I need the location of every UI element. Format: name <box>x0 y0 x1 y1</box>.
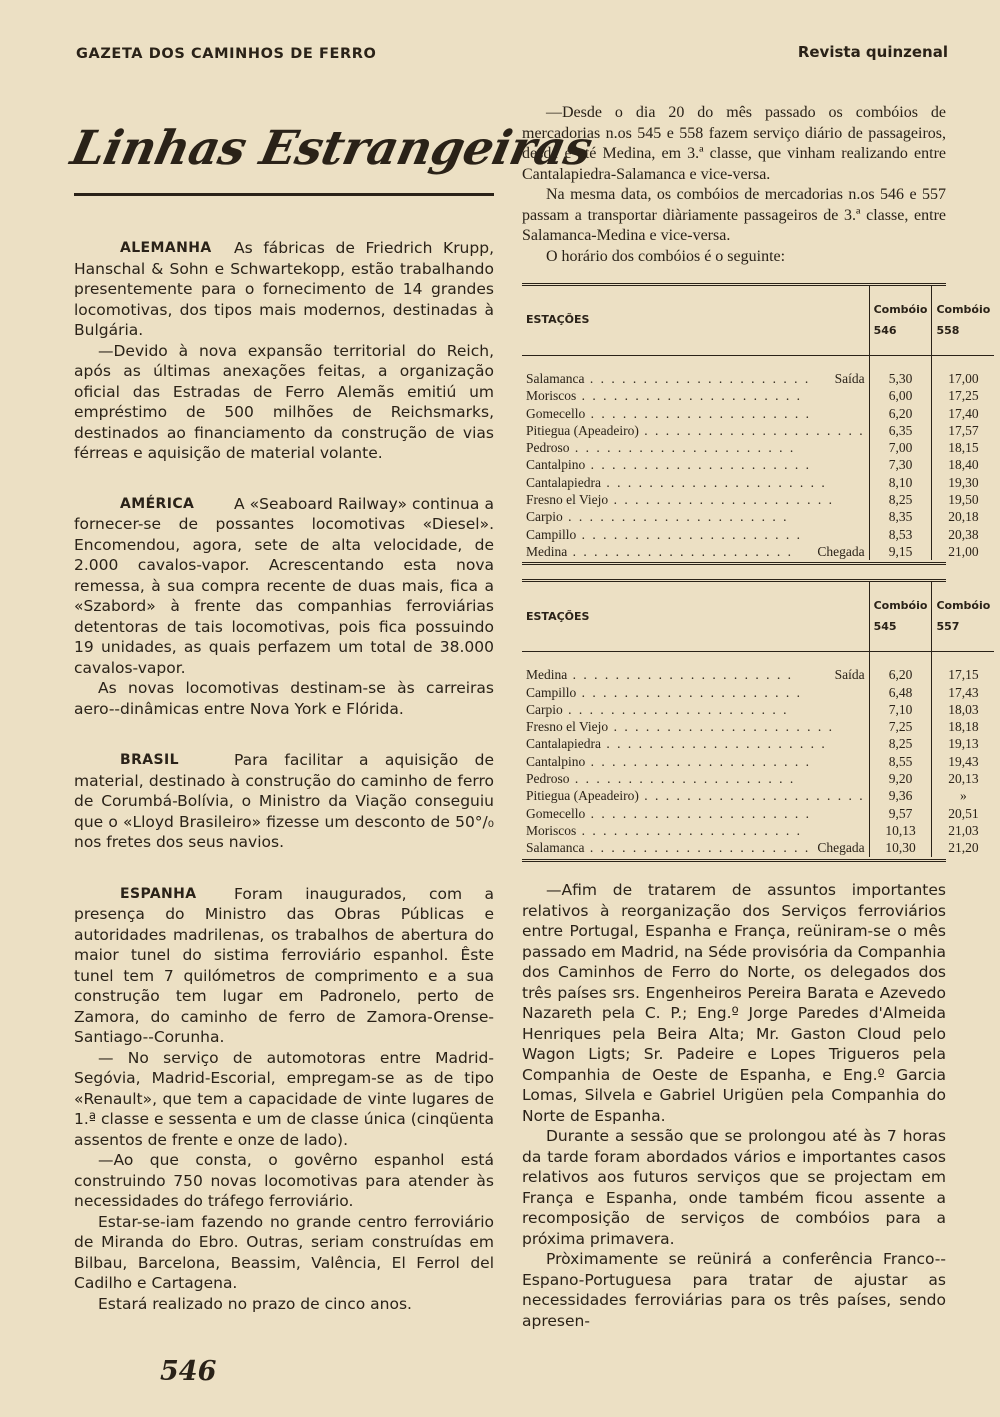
time-cell: 7,30 <box>869 456 932 473</box>
right-column-lower <box>522 880 946 1331</box>
station-cell: Campillo . . . . . . . . . . . . . . . . . . . . . <box>522 526 869 543</box>
time-cell: 6,00 <box>869 387 932 404</box>
table-row <box>522 839 994 856</box>
paragraph <box>74 238 494 341</box>
table-row <box>522 735 994 752</box>
paragraph <box>74 494 494 679</box>
time-cell: 21,20 <box>948 840 979 856</box>
time-cell: » <box>960 788 967 804</box>
station-name: Gomecello <box>526 805 586 821</box>
station-cell: Gomecello . . . . . . . . . . . . . . . . . . . . . <box>522 805 869 822</box>
time-cell: 18,03 <box>948 701 979 717</box>
time-cell: 8,55 <box>869 753 932 770</box>
station-name: Pitiegua (Apeadeiro) <box>526 788 639 804</box>
table-row <box>522 491 994 508</box>
time-cell: 7,25 <box>869 718 932 735</box>
column-header-stations: ESTAÇÕES <box>522 582 869 652</box>
section-heading: AMÉRICA <box>120 495 195 512</box>
time-cell: 19,13 <box>948 736 979 752</box>
table-row <box>522 422 994 439</box>
time-cell: 20,13 <box>948 771 979 787</box>
paragraph <box>74 750 494 853</box>
time-cell: 8,53 <box>869 526 932 543</box>
paragraph <box>74 884 494 1048</box>
station-cell: Cantalpino . . . . . . . . . . . . . . . . . . . . . <box>522 456 869 473</box>
time-cell: 5,30 <box>869 370 932 387</box>
station-name: Gomecello <box>526 405 586 421</box>
time-cell: 17,25 <box>948 388 979 404</box>
station-name: Salamanca <box>526 371 585 386</box>
right-column <box>522 103 991 862</box>
paragraph: Estará realizado no prazo de cinco anos. <box>98 1294 412 1313</box>
table-row <box>522 753 994 770</box>
station-name: Fresno el Viejo <box>526 492 609 508</box>
table-row <box>522 405 994 422</box>
timetable-salamanca-medina <box>522 286 994 560</box>
time-cell: 6,20 <box>869 405 932 422</box>
running-head-title: GAZETA DOS CAMINHOS DE FERRO <box>76 46 377 62</box>
time-cell: 8,25 <box>869 735 932 752</box>
news-section-germany <box>74 238 494 464</box>
timetable-body <box>522 652 994 857</box>
station-cell: Carpio . . . . . . . . . . . . . . . . . . . . . <box>522 701 869 718</box>
station-cell: Salamanca . . . . . . . . . . . . . . . . . . . . . Chegada <box>522 839 869 856</box>
time-cell: 10,13 <box>869 822 932 839</box>
news-section-brazil <box>74 750 494 853</box>
paragraph: Durante a sessão que se prolongou até às 7 horas da tarde foram abordados vários e importantes casos relativos aos futuros serviços que se projectam em França e Espanha, onde também ficou assente a recomposição de serviços de combóios para a próxima primavera. <box>522 1127 946 1248</box>
station-name: Cantalapiedra <box>526 736 601 752</box>
table-row <box>522 805 994 822</box>
station-cell: Campillo . . . . . . . . . . . . . . . . . . . . . <box>522 684 869 701</box>
paragraph: O horário dos combóios é o seguinte: <box>546 247 786 265</box>
time-cell: 8,35 <box>869 508 932 525</box>
station-name: Medina <box>526 667 568 683</box>
paragraph-text: Foram inaugurados, com a presença do Ministro das Obras Públicas e autoridades madrilenas, os trabalhos de abertura do maior tunel do sistima ferroviário espanhol. Êste tunel tem 7 quilómetros de comprimento e a sua construção tem lugar em Padronelo, perto de Zamora, do caminho de ferro de Zamora-Orense-Santiago--Corunha. <box>74 884 494 1046</box>
station-cell: Fresno el Viejo . . . . . . . . . . . . . . . . . . . . . <box>522 491 869 508</box>
station-cell: Gomecello . . . . . . . . . . . . . . . . . . . . . <box>522 405 869 422</box>
time-cell: 6,48 <box>869 684 932 701</box>
station-name: Moriscos <box>526 822 577 838</box>
table-row <box>522 684 994 701</box>
time-cell: 19,50 <box>948 492 979 508</box>
paragraph: — No serviço de automotoras entre Madrid-Segóvia, Madrid-Escorial, empregam-se as de tipo «Renault», que tem a capacidade de vinte lugares de 1.ª classe e sessenta e um de classe única (cinqüenta assentos de frente e onze de lado). <box>74 1048 494 1149</box>
time-cell: 20,18 <box>948 509 979 525</box>
paragraph: —Devido à nova expansão territorial do Reich, após as últimas anexações feitas, a organização oficial das Estradas de Ferro Alemãs emitiú um empréstimo de 500 milhões de Reichsmarks, destinados ao financiamento da construção de vias férreas e aquisição de material volante. <box>74 341 494 462</box>
station-cell: Cantalpino . . . . . . . . . . . . . . . . . . . . . <box>522 753 869 770</box>
station-name: Salamanca <box>526 840 585 856</box>
station-cell: Medina . . . . . . . . . . . . . . . . . . . . . Chegada <box>522 543 869 560</box>
paragraph: As novas locomotivas destinam-se às carreiras aero--dinâmicas entre Nova York e Flórida. <box>74 679 494 718</box>
station-cell: Cantalapiedra . . . . . . . . . . . . . . . . . . . . . <box>522 735 869 752</box>
station-cell: Moriscos . . . . . . . . . . . . . . . . . . . . . <box>522 387 869 404</box>
station-note: Saída <box>834 371 865 386</box>
paragraph: —Ao que consta, o govêrno espanhol está construindo 750 novas locomotivas para atender às necessidades do tráfego ferroviário. <box>74 1151 494 1210</box>
station-name: Fresno el Viejo <box>526 719 609 735</box>
time-cell: 18,40 <box>948 457 979 473</box>
time-cell: 20,38 <box>948 526 979 542</box>
spacer-row <box>522 356 994 371</box>
time-cell: 18,15 <box>948 440 979 456</box>
time-cell: 6,20 <box>869 666 932 683</box>
station-name: Pedroso <box>526 771 570 787</box>
time-cell: 17,43 <box>948 684 979 700</box>
running-head-subtitle: Revista quinzenal <box>797 43 948 61</box>
time-cell: 7,00 <box>869 439 932 456</box>
section-heading: ALEMANHA <box>120 240 212 256</box>
station-cell: Pitiegua (Apeadeiro) . . . . . . . . . . . . . . . . . . . . . <box>522 422 869 439</box>
table-row <box>522 474 994 491</box>
section-heading: ESPANHA <box>120 885 197 902</box>
time-cell: 9,20 <box>869 770 932 787</box>
table-row <box>522 456 994 473</box>
column-header-stations: ESTAÇÕES <box>522 286 869 356</box>
time-cell: 10,30 <box>869 839 932 856</box>
left-column <box>74 238 494 1345</box>
paragraph-text: Para facilitar a aquisição de material, destinado à construção do caminho de ferro de Corumbá-Bolívia, o Ministro da Viação conseguiu que o «Lloyd Brasileiro» fizesse um desconto de 50°/₀ nos fretes dos seus navios. <box>74 751 494 851</box>
time-cell: 17,57 <box>948 422 979 438</box>
time-cell: 20,51 <box>948 805 979 821</box>
station-cell: Carpio . . . . . . . . . . . . . . . . . . . . . <box>522 508 869 525</box>
station-cell: Fresno el Viejo . . . . . . . . . . . . . . . . . . . . . <box>522 718 869 735</box>
title-underline <box>74 193 494 196</box>
table-row <box>522 666 994 683</box>
time-cell: 17,00 <box>948 371 979 386</box>
station-cell: Cantalapiedra . . . . . . . . . . . . . . . . . . . . . <box>522 474 869 491</box>
time-cell: 18,18 <box>948 719 979 735</box>
paragraph: Estar-se-iam fazendo no grande centro ferroviário de Miranda do Ebro. Outras, seriam construídas em Bilbau, Barcelona, Beassim, Valência, El Ferrol del Cadilho e Cartagena. <box>74 1212 494 1292</box>
section-title: Linhas Estrangeiras <box>66 121 597 176</box>
time-cell: 21,03 <box>948 822 979 838</box>
time-cell: 19,43 <box>948 753 979 769</box>
news-section-america <box>74 494 494 720</box>
news-section-spain <box>74 884 494 1315</box>
section-title-block <box>66 96 597 208</box>
station-note: Chegada <box>817 840 865 856</box>
timetable-2-wrap <box>522 579 991 861</box>
table-row <box>522 770 994 787</box>
station-name: Moriscos <box>526 388 577 404</box>
time-cell: 6,35 <box>869 422 932 439</box>
station-cell: Pedroso . . . . . . . . . . . . . . . . . . . . . <box>522 439 869 456</box>
column-header-train-545: Combóio 545 <box>869 582 932 652</box>
station-name: Campillo <box>526 526 577 542</box>
table-row <box>522 787 994 804</box>
station-name: Carpio <box>526 701 563 717</box>
paragraph: Na mesma data, os combóios de mercadorias n.os 546 e 557 passam a transportar diàriamente passageiros de 3.ª classe, entre Salamanca-Medina e vice-versa. <box>522 186 946 244</box>
table-row <box>522 822 994 839</box>
station-name: Cantalpino <box>526 457 586 473</box>
table-row <box>522 508 994 525</box>
page-number: 546 <box>160 1356 217 1387</box>
section-heading: BRASIL <box>120 752 179 768</box>
table-row <box>522 439 994 456</box>
time-cell: 9,15 <box>869 543 932 560</box>
time-cell: 17,40 <box>948 405 979 421</box>
station-name: Cantalapiedra <box>526 474 601 490</box>
station-note: Saída <box>834 667 865 683</box>
table-row <box>522 701 994 718</box>
time-cell: 8,10 <box>869 474 932 491</box>
column-header-train-558: Combóio 558 <box>932 286 994 356</box>
station-cell: Medina . . . . . . . . . . . . . . . . . . . . . Saída <box>522 666 869 683</box>
table-row <box>522 718 994 735</box>
paragraph: —Afim de tratarem de assuntos importantes relativos à reorganização dos Serviços ferroviários entre Portugal, Espanha e França, reüniram-se o mês passado em Madrid, na Séde provisória da Companhia dos Caminhos de Ferro do Norte, os delegados dos três países srs. Engenheiros Pereira Barata e Azevedo Nazareth pela C. P.; Eng.º Jorge Paredes d'Almeida Henriques pela Beira Alta; Mr. Gaston Cloud pelo Wagon Ligts; Sr. Padeire e Lopes Trigueros pela Companhia de Oeste de Espanha, e Eng.º Garcia Lomas, Silvela e Gabriel Urigüen pela Companhia do Norte de Espanha. <box>522 881 946 1125</box>
station-name: Cantalpino <box>526 753 586 769</box>
paragraph: —Desde o dia 20 do mês passado os combóios de mercadorias n.os 545 e 558 fazem serviço diário de passageiros, desde e até Medina, em 3.ª classe, que vinham realizando entre Cantalapiedra-Salamanca e vice-versa. <box>522 104 946 183</box>
column-header-train-557: Combóio 557 <box>932 582 994 652</box>
column-header-train-546: Combóio 546 <box>869 286 932 356</box>
station-cell: Salamanca . . . . . . . . . . . . . . . . . . . . . Saída <box>522 370 869 387</box>
station-cell: Moriscos . . . . . . . . . . . . . . . . . . . . . <box>522 822 869 839</box>
table-row <box>522 370 994 387</box>
station-cell: Pedroso . . . . . . . . . . . . . . . . . . . . . <box>522 770 869 787</box>
time-cell: 9,36 <box>869 787 932 804</box>
table-row <box>522 526 994 543</box>
table-row <box>522 387 994 404</box>
station-note: Chegada <box>817 543 865 559</box>
station-name: Medina <box>526 543 568 559</box>
station-name: Pitiegua (Apeadeiro) <box>526 422 639 438</box>
time-cell: 9,57 <box>869 805 932 822</box>
station-name: Pedroso <box>526 440 570 456</box>
time-cell: 21,00 <box>948 543 979 559</box>
time-cell: 8,25 <box>869 491 932 508</box>
table-row <box>522 543 994 560</box>
spacer-row <box>522 652 994 667</box>
timetable-body <box>522 356 994 561</box>
timetable-1-wrap <box>522 283 991 565</box>
station-cell: Pitiegua (Apeadeiro) . . . . . . . . . . . . . . . . . . . . . <box>522 787 869 804</box>
paragraph-text: As fábricas de Friedrich Krupp, Hanschal & Sohn e Schwartekopp, estão trabalhando presentemente para o fornecimento de 14 grandes locomotivas, dos tipos mais modernos, destinadas à Bulgária. <box>74 239 494 339</box>
paragraph: Pròximamente se reünirá a conferência Franco--Espano-Portuguesa para tratar de ajustar as necessidades ferroviárias para os três países, sendo apresen- <box>522 1250 946 1330</box>
time-cell: 19,30 <box>948 474 979 490</box>
timetable-medina-salamanca <box>522 582 994 856</box>
time-cell: 7,10 <box>869 701 932 718</box>
time-cell: 17,15 <box>948 667 979 683</box>
station-name: Campillo <box>526 684 577 700</box>
paragraph-text: A «Seaboard Railway» continua a fornecer-se de possantes locomotivas «Diesel». Encomendou, agora, sete de alta velocidade, de 2.000 cavalos-vapor. Acrescentando esta nova remessa, à sua compra recente de duas mais, fica a «Szabord» à frente das companhias ferroviárias detentoras de tais locomotivas, pois fica possuindo 19 unidades, as quais perfazem um total de 38.000 cavalos-vapor. <box>74 494 494 677</box>
station-name: Carpio <box>526 509 563 525</box>
